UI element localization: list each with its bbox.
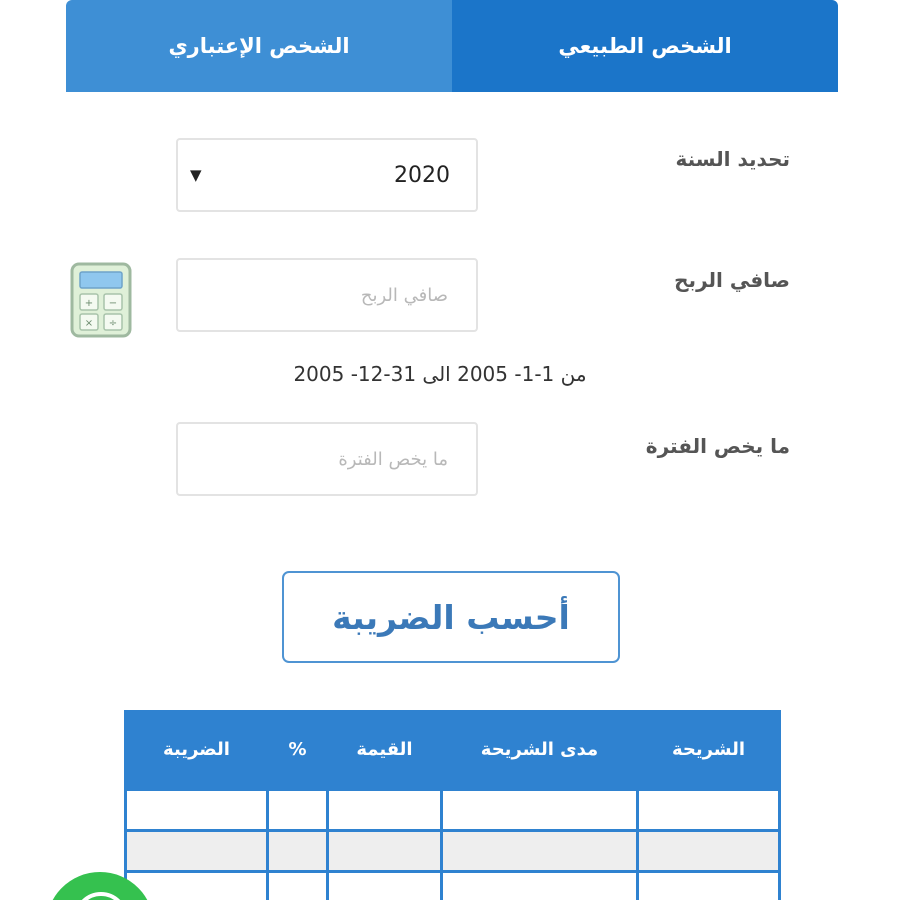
column-header-value: القيمة — [328, 710, 442, 790]
tax-brackets-table — [124, 710, 781, 900]
table-row — [126, 831, 780, 872]
table-cell — [328, 872, 442, 900]
table-cell — [442, 790, 638, 831]
table-cell — [268, 831, 328, 872]
net-profit-input[interactable] — [176, 258, 478, 332]
net-profit-label: صافي الربح — [674, 268, 790, 292]
table-cell — [638, 872, 780, 900]
column-header-tax: الضريبة — [126, 710, 268, 790]
table-cell — [268, 790, 328, 831]
year-select[interactable] — [176, 138, 478, 212]
column-header-bracket-range: مدى الشريحة — [442, 710, 638, 790]
tab-natural-person[interactable]: الشخص الطبيعي — [452, 0, 838, 92]
period-label: ما يخص الفترة — [645, 434, 790, 458]
tab-legal-person[interactable]: الشخص الإعتباري — [66, 0, 452, 92]
svg-text:−: − — [108, 298, 118, 309]
year-label: تحديد السنة — [675, 147, 790, 171]
table-row — [126, 790, 780, 831]
period-input[interactable] — [176, 422, 478, 496]
table-cell — [328, 831, 442, 872]
table-cell — [328, 790, 442, 831]
table-row — [126, 872, 780, 900]
svg-text:+: + — [84, 298, 94, 309]
column-header-bracket: الشريحة — [638, 710, 780, 790]
table-header-row — [126, 710, 780, 790]
table-cell — [442, 872, 638, 900]
table-cell — [126, 790, 268, 831]
svg-text:÷: ÷ — [108, 318, 118, 329]
year-select-value: 2020 — [394, 162, 450, 188]
period-date-range: من 1-1- 2005 الى 31-12- 2005 — [293, 362, 587, 386]
table-cell — [638, 831, 780, 872]
calculator-icon[interactable] — [70, 262, 132, 338]
caret-down-icon: ▼ — [190, 166, 202, 184]
person-type-tabs — [66, 0, 838, 92]
table-cell — [268, 872, 328, 900]
svg-text:×: × — [84, 318, 94, 329]
calculate-tax-button[interactable]: أحسب الضريبة — [282, 571, 620, 663]
table-cell — [126, 872, 268, 900]
table-cell — [442, 831, 638, 872]
table-cell — [126, 831, 268, 872]
column-header-percent: % — [268, 710, 328, 790]
table-cell — [638, 790, 780, 831]
whatsapp-bubble-icon — [74, 892, 128, 900]
